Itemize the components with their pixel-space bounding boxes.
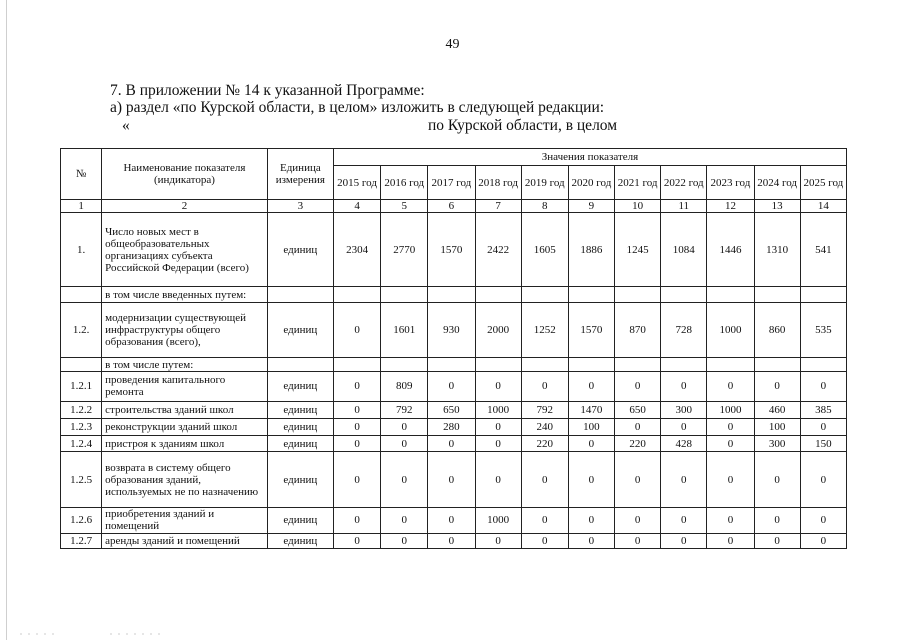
value-cell: 0 — [754, 452, 800, 507]
indicator-name: приобретения зданий и помещений — [102, 507, 268, 533]
column-number: 6 — [428, 200, 475, 213]
value-cell: 2304 — [333, 213, 380, 287]
value-cell: 0 — [707, 507, 754, 533]
header-year: 2018 год — [475, 166, 521, 200]
value-cell: 2770 — [381, 213, 428, 287]
column-number: 11 — [661, 200, 707, 213]
header-indicator-name: Наименование показателя (индикатора) — [102, 149, 268, 200]
empty-cell — [661, 358, 707, 372]
value-cell: 1000 — [475, 401, 521, 418]
empty-cell — [428, 287, 475, 303]
value-cell: 0 — [568, 452, 614, 507]
table-row — [61, 507, 847, 533]
value-cell: 1470 — [568, 401, 614, 418]
empty-cell — [661, 287, 707, 303]
value-cell: 0 — [381, 534, 428, 549]
value-cell: 2000 — [475, 303, 521, 358]
value-cell: 0 — [333, 435, 380, 452]
value-cell: 100 — [568, 418, 614, 435]
empty-cell — [428, 358, 475, 372]
header-unit: Единица измерения — [267, 149, 333, 200]
value-cell: 809 — [381, 371, 428, 401]
table-row — [61, 418, 847, 435]
value-cell: 0 — [800, 534, 846, 549]
value-cell: 1605 — [521, 213, 568, 287]
indicator-name: аренды зданий и помещений — [102, 534, 268, 549]
table-row — [61, 303, 847, 358]
value-cell: 0 — [521, 534, 568, 549]
empty-cell — [568, 287, 614, 303]
opening-quote: « — [122, 117, 130, 134]
column-number: 7 — [475, 200, 521, 213]
row-number: 1.2.2 — [61, 401, 102, 418]
value-cell: 1084 — [661, 213, 707, 287]
table-subtitle: по Курской области, в целом — [428, 117, 618, 134]
value-cell: 0 — [381, 435, 428, 452]
indicator-name: модернизации существующей инфраструктуры общего образования (всего), — [102, 303, 268, 358]
empty-cell — [521, 287, 568, 303]
empty-cell — [800, 287, 846, 303]
subheader-label: в том числе путем: — [102, 358, 268, 372]
value-cell: 1252 — [521, 303, 568, 358]
header-number: № — [61, 149, 102, 200]
table-row — [61, 534, 847, 549]
header-year: 2020 год — [568, 166, 614, 200]
empty-cell — [267, 287, 333, 303]
column-number: 1 — [61, 200, 102, 213]
section-heading: 7. В приложении № 14 к указанной Программе: — [110, 82, 425, 99]
row-number: 1.2.7 — [61, 534, 102, 549]
value-cell: 0 — [615, 371, 661, 401]
value-cell: 0 — [800, 371, 846, 401]
column-number: 2 — [102, 200, 268, 213]
column-number: 9 — [568, 200, 614, 213]
value-cell: 150 — [800, 435, 846, 452]
value-cell: 0 — [428, 534, 475, 549]
value-cell: 0 — [615, 507, 661, 533]
unit-cell: единиц — [267, 303, 333, 358]
empty-cell — [521, 358, 568, 372]
value-cell: 0 — [428, 435, 475, 452]
value-cell: 0 — [333, 371, 380, 401]
value-cell: 650 — [428, 401, 475, 418]
indicator-name: проведения капитального ремонта — [102, 371, 268, 401]
value-cell: 0 — [800, 507, 846, 533]
header-row — [61, 149, 847, 166]
scan-artifact-marks — [0, 628, 905, 640]
value-cell: 1310 — [754, 213, 800, 287]
row-number: 1.2.4 — [61, 435, 102, 452]
value-cell: 0 — [661, 534, 707, 549]
value-cell: 2422 — [475, 213, 521, 287]
value-cell: 300 — [661, 401, 707, 418]
header-year: 2017 год — [428, 166, 475, 200]
value-cell: 0 — [615, 418, 661, 435]
value-cell: 0 — [800, 452, 846, 507]
value-cell: 460 — [754, 401, 800, 418]
value-cell: 1570 — [428, 213, 475, 287]
column-number: 14 — [800, 200, 846, 213]
value-cell: 0 — [428, 452, 475, 507]
column-numbers-row — [61, 200, 847, 213]
value-cell: 870 — [615, 303, 661, 358]
value-cell: 0 — [333, 303, 380, 358]
table-row — [61, 213, 847, 287]
unit-cell: единиц — [267, 507, 333, 533]
value-cell: 280 — [428, 418, 475, 435]
value-cell: 0 — [707, 534, 754, 549]
unit-cell: единиц — [267, 435, 333, 452]
empty-cell — [568, 358, 614, 372]
empty-cell — [754, 358, 800, 372]
empty-cell — [707, 358, 754, 372]
value-cell: 0 — [754, 371, 800, 401]
value-cell: 0 — [661, 507, 707, 533]
table-row — [61, 401, 847, 418]
value-cell: 0 — [475, 534, 521, 549]
value-cell: 860 — [754, 303, 800, 358]
value-cell: 0 — [661, 452, 707, 507]
value-cell: 0 — [661, 418, 707, 435]
value-cell: 0 — [707, 371, 754, 401]
value-cell: 0 — [521, 507, 568, 533]
value-cell: 1000 — [707, 401, 754, 418]
value-cell: 0 — [568, 435, 614, 452]
section-instruction: а) раздел «по Курской области, в целом» изложить в следующей редакции: — [110, 99, 605, 116]
empty-cell — [800, 358, 846, 372]
value-cell: 1000 — [475, 507, 521, 533]
value-cell: 1000 — [707, 303, 754, 358]
value-cell: 1886 — [568, 213, 614, 287]
value-cell: 0 — [615, 452, 661, 507]
unit-cell: единиц — [267, 401, 333, 418]
header-values: Значения показателя — [333, 149, 846, 166]
scan-edge-line — [6, 0, 7, 640]
table-subheader-row — [61, 287, 847, 303]
empty-cell — [707, 287, 754, 303]
subheader-label: в том числе введенных путем: — [102, 287, 268, 303]
empty-cell — [61, 287, 102, 303]
row-number: 1.2.1 — [61, 371, 102, 401]
value-cell: 650 — [615, 401, 661, 418]
value-cell: 792 — [381, 401, 428, 418]
indicators-table — [60, 148, 847, 549]
value-cell: 728 — [661, 303, 707, 358]
value-cell: 0 — [333, 418, 380, 435]
column-number: 5 — [381, 200, 428, 213]
indicator-name: строительства зданий школ — [102, 401, 268, 418]
empty-cell — [381, 358, 428, 372]
page-number: 49 — [445, 37, 460, 52]
value-cell: 385 — [800, 401, 846, 418]
value-cell: 0 — [707, 452, 754, 507]
column-number: 8 — [521, 200, 568, 213]
value-cell: 1446 — [707, 213, 754, 287]
value-cell: 541 — [800, 213, 846, 287]
value-cell: 792 — [521, 401, 568, 418]
empty-cell — [475, 287, 521, 303]
value-cell: 1245 — [615, 213, 661, 287]
value-cell: 0 — [521, 371, 568, 401]
value-cell: 0 — [333, 401, 380, 418]
value-cell: 0 — [428, 371, 475, 401]
row-number: 1.2.3 — [61, 418, 102, 435]
value-cell: 930 — [428, 303, 475, 358]
row-number: 1.2.5 — [61, 452, 102, 507]
header-year: 2015 год — [333, 166, 380, 200]
unit-cell: единиц — [267, 534, 333, 549]
indicator-name: возврата в систему общего образования зданий, используемых не по назначению — [102, 452, 268, 507]
unit-cell: единиц — [267, 371, 333, 401]
value-cell: 0 — [475, 418, 521, 435]
header-year: 2021 год — [615, 166, 661, 200]
value-cell: 0 — [333, 507, 380, 533]
value-cell: 0 — [381, 452, 428, 507]
indicator-name: пристроя к зданиям школ — [102, 435, 268, 452]
value-cell: 0 — [333, 534, 380, 549]
unit-cell: единиц — [267, 452, 333, 507]
empty-cell — [333, 358, 380, 372]
empty-cell — [61, 358, 102, 372]
empty-cell — [267, 358, 333, 372]
value-cell: 0 — [475, 371, 521, 401]
value-cell: 0 — [381, 507, 428, 533]
indicator-name: реконструкции зданий школ — [102, 418, 268, 435]
value-cell: 1601 — [381, 303, 428, 358]
empty-cell — [475, 358, 521, 372]
column-number: 4 — [333, 200, 380, 213]
table-row — [61, 371, 847, 401]
row-number: 1.2.6 — [61, 507, 102, 533]
indicator-name: Число новых мест в общеобразовательных организациях субъекта Российской Федерации (всего) — [102, 213, 268, 287]
row-number: 1.2. — [61, 303, 102, 358]
column-number: 10 — [615, 200, 661, 213]
empty-cell — [754, 287, 800, 303]
value-cell: 100 — [754, 418, 800, 435]
value-cell: 0 — [568, 507, 614, 533]
empty-cell — [615, 358, 661, 372]
value-cell: 0 — [428, 507, 475, 533]
value-cell: 0 — [568, 371, 614, 401]
unit-cell: единиц — [267, 213, 333, 287]
header-year: 2016 год — [381, 166, 428, 200]
value-cell: 0 — [754, 534, 800, 549]
value-cell: 0 — [615, 534, 661, 549]
table-row — [61, 435, 847, 452]
value-cell: 0 — [661, 371, 707, 401]
header-year: 2022 год — [661, 166, 707, 200]
column-number: 13 — [754, 200, 800, 213]
table-subheader-row — [61, 358, 847, 372]
value-cell: 0 — [800, 418, 846, 435]
empty-cell — [381, 287, 428, 303]
table-row — [61, 452, 847, 507]
value-cell: 0 — [707, 435, 754, 452]
row-number: 1. — [61, 213, 102, 287]
value-cell: 0 — [475, 452, 521, 507]
value-cell: 220 — [615, 435, 661, 452]
value-cell: 220 — [521, 435, 568, 452]
column-number: 12 — [707, 200, 754, 213]
value-cell: 0 — [521, 452, 568, 507]
value-cell: 300 — [754, 435, 800, 452]
value-cell: 428 — [661, 435, 707, 452]
value-cell: 0 — [333, 452, 380, 507]
value-cell: 0 — [475, 435, 521, 452]
empty-cell — [615, 287, 661, 303]
value-cell: 1570 — [568, 303, 614, 358]
header-year: 2024 год — [754, 166, 800, 200]
value-cell: 535 — [800, 303, 846, 358]
header-year: 2019 год — [521, 166, 568, 200]
value-cell: 240 — [521, 418, 568, 435]
header-year: 2025 год — [800, 166, 846, 200]
column-number: 3 — [267, 200, 333, 213]
value-cell: 0 — [381, 418, 428, 435]
empty-cell — [333, 287, 380, 303]
unit-cell: единиц — [267, 418, 333, 435]
value-cell: 0 — [568, 534, 614, 549]
value-cell: 0 — [707, 418, 754, 435]
value-cell: 0 — [754, 507, 800, 533]
header-year: 2023 год — [707, 166, 754, 200]
